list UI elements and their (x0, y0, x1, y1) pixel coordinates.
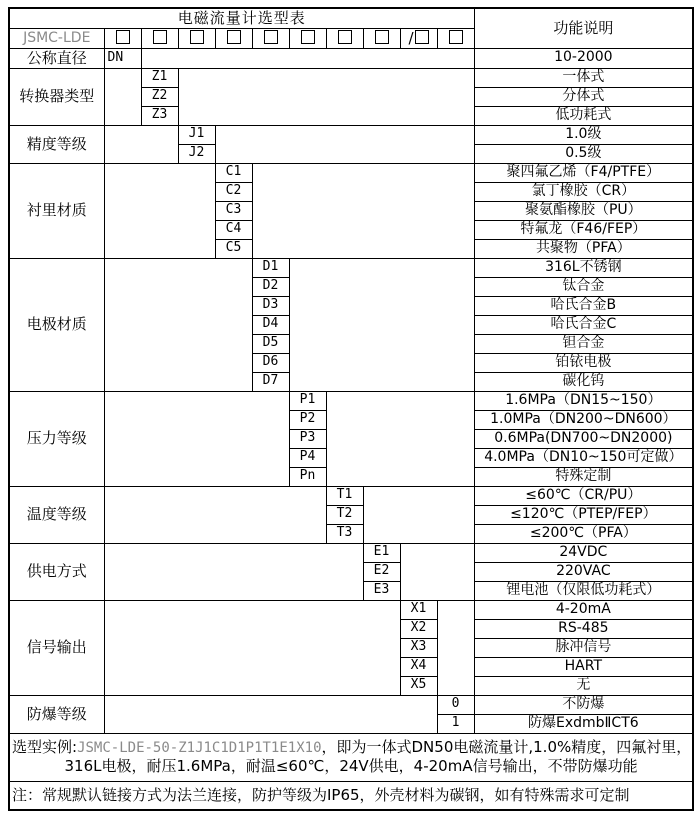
code-x2: X2 (400, 619, 437, 638)
category-power-supply: 供电方式 (9, 543, 104, 600)
code-x5: X5 (400, 676, 437, 695)
code-j1: J1 (178, 125, 215, 144)
code-dn: DN (104, 48, 141, 68)
desc-c5: 共聚物（PFA） (474, 239, 693, 258)
code-e2: E2 (363, 562, 400, 581)
example-prefix: 选型实例: (12, 737, 78, 756)
spacer-cell (400, 543, 474, 600)
code-p4: P4 (289, 448, 326, 467)
desc-dn: 10-2000 (474, 48, 693, 68)
model-slot-8 (363, 28, 400, 48)
category-converter-type: 转换器类型 (9, 68, 104, 125)
desc-p1: 1.6MPa（DN15~150） (474, 391, 693, 410)
slot-prefix: / (408, 28, 414, 47)
checkbox-icon (190, 30, 204, 44)
code-c1: C1 (215, 163, 252, 182)
code-e3: E3 (363, 581, 400, 600)
code-c2: C2 (215, 182, 252, 201)
code-z3: Z3 (141, 106, 178, 125)
spacer-cell (326, 391, 474, 486)
checkbox-icon (449, 30, 463, 44)
example-model-code: JSMC-LDE-50-Z1J1C1D1P1T1E1X10 (77, 739, 322, 756)
model-slot-10 (437, 28, 474, 48)
code-z2: Z2 (141, 87, 178, 106)
desc-d5: 钽合金 (474, 334, 693, 353)
checkbox-icon (338, 30, 352, 44)
spacer-cell (437, 600, 474, 695)
desc-x5: 无 (474, 676, 693, 695)
category-electrode-material: 电极材质 (9, 258, 104, 391)
checkbox-icon (153, 30, 167, 44)
code-c5: C5 (215, 239, 252, 258)
example-line1-rest: ，即为一体式DN50电磁流量计,1.0%精度，四氟衬里， (321, 737, 692, 756)
model-slot-6 (289, 28, 326, 48)
category-accuracy-class: 精度等级 (9, 125, 104, 163)
category-lining-material: 衬里材质 (9, 163, 104, 258)
code-pn: Pn (289, 467, 326, 486)
code-c3: C3 (215, 201, 252, 220)
desc-z2: 分体式 (474, 87, 693, 106)
spacer-cell (104, 125, 178, 163)
spacer-cell (104, 68, 141, 125)
desc-p2: 1.0MPa（DN200~DN600） (474, 410, 693, 429)
desc-e2: 220VAC (474, 562, 693, 581)
desc-pn: 特殊定制 (474, 467, 693, 486)
code-z1: Z1 (141, 68, 178, 87)
spacer-cell (178, 68, 474, 125)
code-d6: D6 (252, 353, 289, 372)
spacer-cell (141, 48, 474, 68)
code-p2: P2 (289, 410, 326, 429)
desc-c3: 聚氨酯橡胶（PU） (474, 201, 693, 220)
desc-exproof-1: 防爆ExdmbⅡCT6 (474, 714, 693, 733)
desc-c1: 聚四氟乙烯（F4/PTFE） (474, 163, 693, 182)
spacer-cell (104, 543, 363, 600)
desc-t2: ≤120℃（PTEP/FEP） (474, 505, 693, 524)
spacer-cell (289, 258, 474, 391)
code-d7: D7 (252, 372, 289, 391)
desc-d7: 碳化钨 (474, 372, 693, 391)
code-p1: P1 (289, 391, 326, 410)
desc-p4: 4.0MPa（DN10~150可定做） (474, 448, 693, 467)
desc-t1: ≤60℃（CR/PU） (474, 486, 693, 505)
category-signal-output: 信号输出 (9, 600, 104, 695)
function-description-header: 功能说明 (474, 8, 693, 48)
code-x3: X3 (400, 638, 437, 657)
desc-j2: 0.5级 (474, 144, 693, 163)
desc-d2: 钛合金 (474, 277, 693, 296)
model-slot-2 (141, 28, 178, 48)
example-line1 (10, 738, 692, 758)
desc-z3: 低功耗式 (474, 106, 693, 125)
code-d4: D4 (252, 315, 289, 334)
spacer-cell (104, 600, 400, 695)
code-t3: T3 (326, 524, 363, 543)
code-d3: D3 (252, 296, 289, 315)
desc-x1: 4-20mA (474, 600, 693, 619)
code-d5: D5 (252, 334, 289, 353)
spacer-cell (104, 258, 252, 391)
footnote (9, 781, 693, 810)
example-line2: 316L电极，耐压1.6MPa，耐温≤60℃，24V供电，4-20mA信号输出，不带防爆功能 (64, 757, 638, 776)
model-slot-5 (252, 28, 289, 48)
desc-j1: 1.0级 (474, 125, 693, 144)
desc-t3: ≤200℃（PFA） (474, 524, 693, 543)
spacer-cell (104, 391, 289, 486)
category-explosion-proof: 防爆等级 (9, 695, 104, 733)
desc-p3: 0.6MPa(DN700~DN2000) (474, 429, 693, 448)
model-slot-1 (104, 28, 141, 48)
desc-d3: 哈氏合金B (474, 296, 693, 315)
code-p3: P3 (289, 429, 326, 448)
model-slot-9 (400, 28, 437, 48)
model-prefix-label: JSMC-LDE (9, 28, 104, 48)
desc-d6: 铂铱电极 (474, 353, 693, 372)
desc-c2: 氯丁橡胶（CR） (474, 182, 693, 201)
desc-e1: 24VDC (474, 543, 693, 562)
checkbox-icon (301, 30, 315, 44)
desc-x2: RS-485 (474, 619, 693, 638)
spacer-cell (363, 486, 474, 543)
spacer-cell (104, 163, 215, 258)
code-x1: X1 (400, 600, 437, 619)
selection-example (9, 733, 693, 781)
desc-d1: 316L不锈钢 (474, 258, 693, 277)
desc-e3: 锂电池（仅限低功耗式） (474, 581, 693, 600)
checkbox-icon (415, 30, 429, 44)
desc-x3: 脉冲信号 (474, 638, 693, 657)
code-d1: D1 (252, 258, 289, 277)
selection-table (8, 7, 694, 811)
spacer-cell (104, 486, 326, 543)
desc-c4: 特氟龙（F46/FEP） (474, 220, 693, 239)
checkbox-icon (375, 30, 389, 44)
spacer-cell (104, 695, 437, 733)
desc-z1: 一体式 (474, 68, 693, 87)
code-t2: T2 (326, 505, 363, 524)
code-e1: E1 (363, 543, 400, 562)
footnote-text: 注：常规默认链接方式为法兰连接，防护等级为IP65，外壳材料为碳钢，如有特殊需求可定制 (12, 785, 630, 804)
model-slot-3 (178, 28, 215, 48)
code-x4: X4 (400, 657, 437, 676)
checkbox-icon (227, 30, 241, 44)
model-slot-7 (326, 28, 363, 48)
desc-d4: 哈氏合金C (474, 315, 693, 334)
model-slot-4 (215, 28, 252, 48)
category-pressure-rating: 压力等级 (9, 391, 104, 486)
desc-x4: HART (474, 657, 693, 676)
checkbox-icon (116, 30, 130, 44)
code-j2: J2 (178, 144, 215, 163)
code-c4: C4 (215, 220, 252, 239)
category-temperature-rating: 温度等级 (9, 486, 104, 543)
spacer-cell (252, 163, 474, 258)
code-t1: T1 (326, 486, 363, 505)
table-title: 电磁流量计选型表 (9, 8, 474, 28)
code-exproof-1: 1 (437, 714, 474, 733)
code-d2: D2 (252, 277, 289, 296)
category-nominal-diameter: 公称直径 (9, 48, 104, 68)
checkbox-icon (264, 30, 278, 44)
spacer-cell (215, 125, 474, 163)
desc-exproof-0: 不防爆 (474, 695, 693, 714)
code-exproof-0: 0 (437, 695, 474, 714)
